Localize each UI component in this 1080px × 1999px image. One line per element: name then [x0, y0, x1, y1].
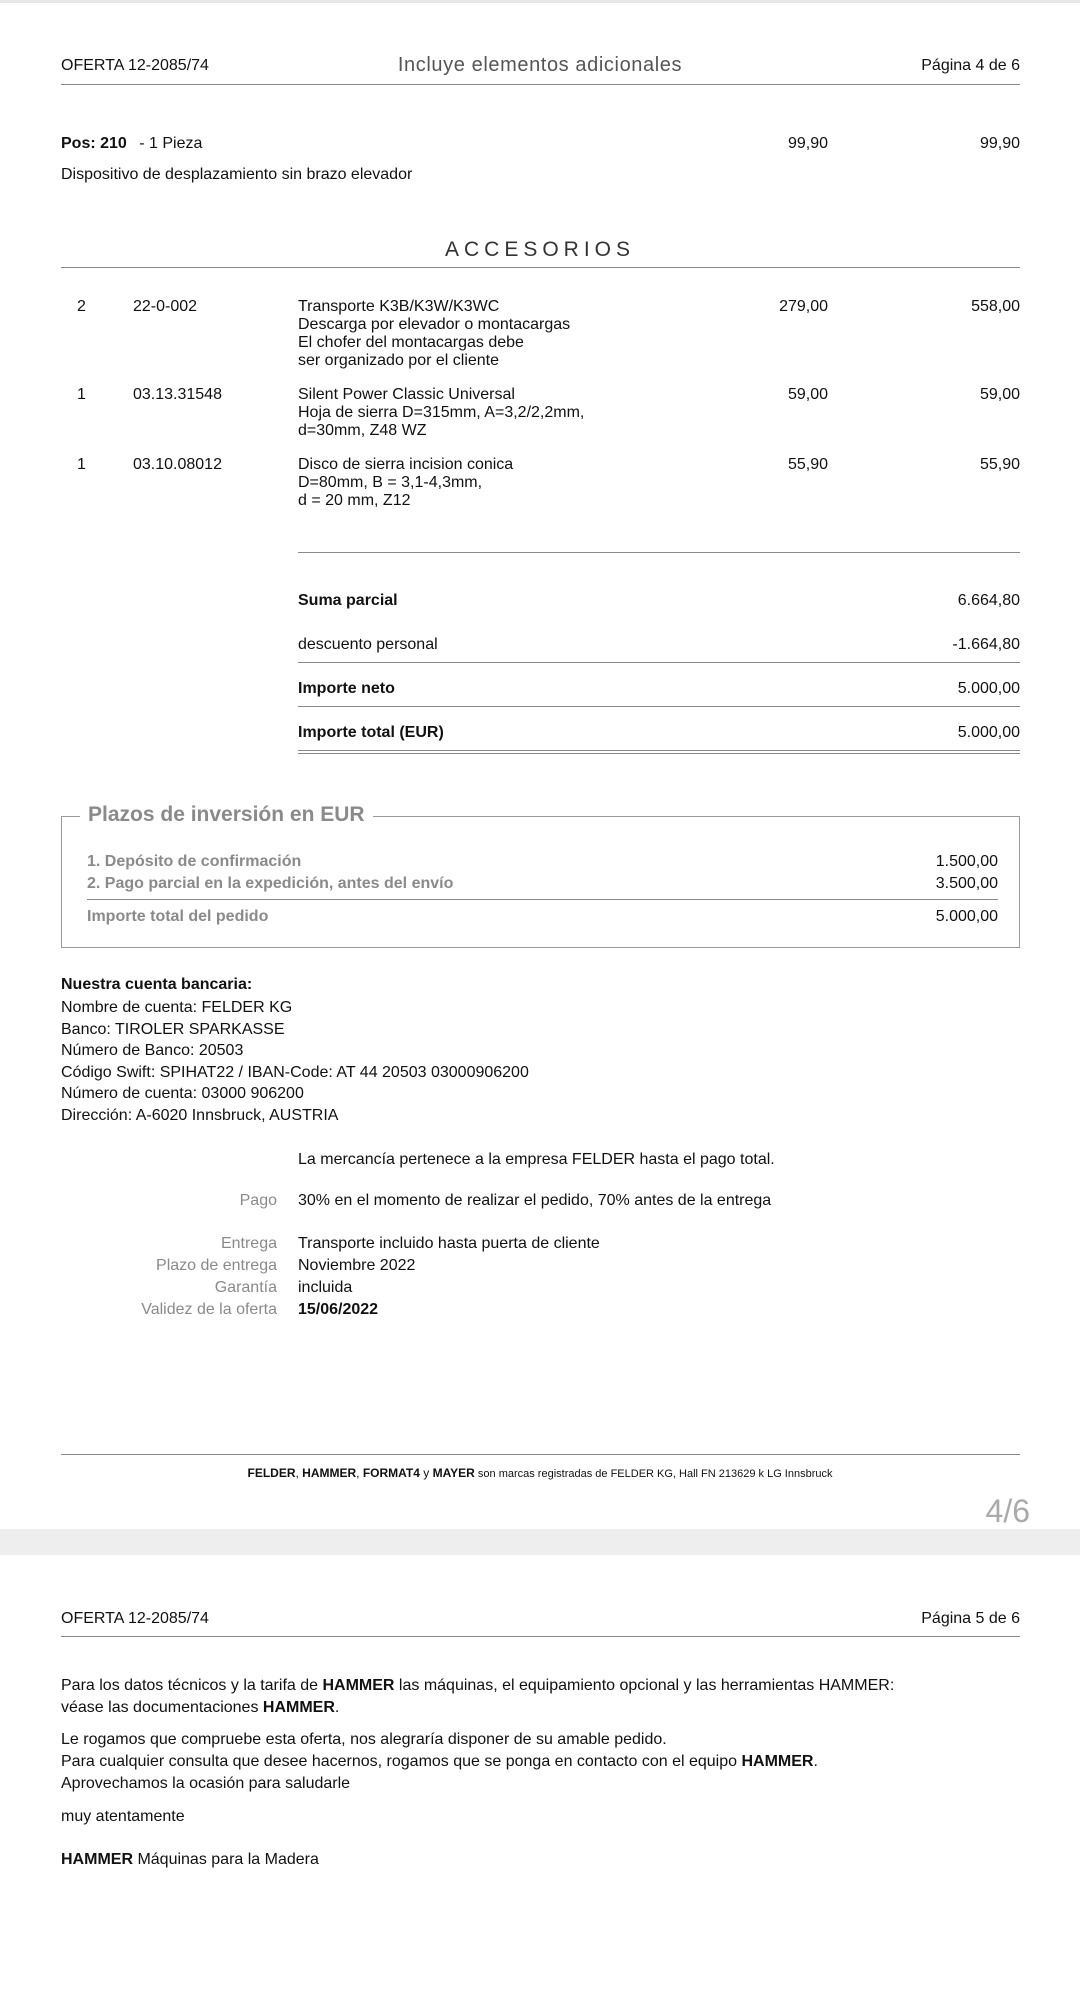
offer-number: OFERTA 12-2085/74 [61, 1610, 209, 1627]
page-separator [0, 1529, 1080, 1555]
item-description-line: ser organizado por el cliente [298, 352, 500, 369]
total-double-divider-2 [298, 753, 1020, 754]
position-quantity: - 1 Pieza [139, 135, 203, 152]
validity-value: 15/06/2022 [298, 1301, 379, 1318]
item-description-line: d = 20 mm, Z12 [298, 492, 411, 509]
item-description [298, 386, 584, 440]
brand-hammer: HAMMER [262, 1699, 335, 1716]
bank-account-name: Nombre de cuenta: FELDER KG [61, 999, 293, 1016]
text-run: véase las documentaciones [61, 1699, 263, 1716]
item-code: 03.13.31548 [133, 386, 222, 403]
total-amount-value: 5.000,00 [957, 724, 1020, 741]
item-description-line: El chofer del montacargas debe [298, 334, 524, 351]
footer-separator: , [356, 1466, 363, 1480]
bank-title: Nuestra cuenta bancaria: [61, 976, 253, 993]
brand-felder: FELDER [247, 1466, 296, 1480]
item-description-line: Hoja de sierra D=315mm, A=3,2/2,2mm, [298, 404, 585, 421]
investment-row-label: 2. Pago parcial en la expedición, antes del envío [87, 875, 454, 892]
brand-hammer: HAMMER [322, 1677, 395, 1694]
text-run: las máquinas, el equipamiento opcional y las herramientas HAMMER: [394, 1677, 895, 1694]
brand-format4: FORMAT4 [362, 1466, 420, 1480]
item-quantity: 1 [77, 456, 86, 473]
position-total: 99,90 [979, 135, 1020, 152]
item-unit-price: 59,00 [787, 386, 828, 403]
item-quantity: 2 [77, 298, 86, 315]
bank-account-number: Número de cuenta: 03000 906200 [61, 1085, 304, 1103]
item-description-line: Silent Power Classic Universal [298, 386, 515, 403]
items-end-divider [298, 552, 1020, 553]
header-center-note: Incluye elementos adicionales [397, 54, 683, 76]
technical-data-paragraph-line [61, 1698, 339, 1717]
offer-number: OFERTA 12-2085/74 [61, 57, 209, 74]
subtotal-label: Suma parcial [298, 592, 398, 609]
delivery-term-value: Noviembre 2022 [298, 1257, 416, 1274]
payment-label: Pago [239, 1192, 277, 1209]
header-divider [61, 1636, 1020, 1637]
position-unit-price: 99,90 [787, 135, 828, 152]
bank-name: Banco: TIROLER SPARKASSE [61, 1020, 285, 1038]
total-double-divider-1 [298, 750, 1020, 751]
item-description-line: Transporte K3B/K3W/K3WC [298, 298, 500, 315]
brand-hammer: HAMMER [741, 1753, 814, 1770]
item-quantity: 1 [77, 386, 86, 403]
payment-value: 30% en el momento de realizar el pedido, 70% antes de la entrega [298, 1192, 772, 1209]
item-description-line: Disco de sierra incision conica [298, 456, 514, 473]
trademark-text: son marcas registradas de FELDER KG, Hall FN 213629 k LG Innsbruck [474, 1468, 833, 1480]
brand-hammer: HAMMER [61, 1851, 133, 1868]
investment-row-value: 1.500,00 [935, 853, 998, 870]
discount-label: descuento personal [298, 636, 438, 653]
bank-swift-iban: Código Swift: SPIHAT22 / IBAN-Code: AT 44 20503 03000906200 [61, 1063, 529, 1081]
position-description: Dispositivo de desplazamiento sin brazo elevador [61, 166, 413, 183]
discount-divider [298, 662, 1020, 663]
discount-value: -1.664,80 [952, 636, 1020, 653]
ownership-note: La mercancía pertenece a la empresa FELDER hasta el pago total. [298, 1151, 775, 1168]
item-description [298, 298, 570, 370]
position-label: Pos: 210 [61, 135, 127, 152]
validity-label: Validez de la oferta [141, 1301, 277, 1318]
item-code: 22-0-002 [133, 298, 198, 315]
total-amount-label: Importe total (EUR) [298, 724, 444, 741]
delivery-term-label: Plazo de entrega [156, 1257, 277, 1274]
document-page-4 [0, 3, 1080, 1529]
text-run: Para los datos técnicos y la tarifa de [61, 1677, 323, 1694]
document-page-5 [0, 1555, 1080, 1999]
brand-hammer: HAMMER [302, 1466, 357, 1480]
item-unit-price: 55,90 [787, 456, 828, 473]
warranty-label: Garantía [214, 1279, 277, 1296]
bank-details [61, 997, 529, 1127]
item-total: 558,00 [971, 298, 1020, 315]
item-code: 03.10.08012 [133, 456, 222, 473]
investment-divider [87, 899, 998, 900]
page-number: Página 4 de 6 [921, 57, 1020, 74]
item-description-line: D=80mm, B = 3,1-4,3mm, [298, 474, 483, 491]
warranty-value: incluida [298, 1279, 353, 1296]
accessories-divider [61, 267, 1020, 268]
investment-title: Plazos de inversión en EUR [80, 802, 373, 828]
closing-paragraph-line: Aprovechamos la ocasión para saludarle [61, 1775, 351, 1792]
investment-total-value: 5.000,00 [935, 908, 998, 925]
text-run: . [813, 1753, 818, 1770]
technical-data-paragraph-line [61, 1676, 894, 1695]
net-amount-label: Importe neto [298, 680, 395, 697]
item-description-line: d=30mm, Z48 WZ [298, 422, 427, 439]
signature-text: Máquinas para la Madera [133, 1851, 319, 1868]
subtotal-value: 6.664,80 [957, 592, 1020, 609]
trademark-footer [0, 1465, 1080, 1482]
text-run: Para cualquier consulta que desee hacernos, rogamos que se ponga en contacto con el equipo [61, 1753, 742, 1770]
investment-row-label: 1. Depósito de confirmación [87, 853, 302, 870]
item-description [298, 456, 513, 510]
item-total: 59,00 [979, 386, 1020, 403]
brand-mayer: MAYER [432, 1466, 475, 1480]
delivery-label: Entrega [220, 1235, 277, 1252]
net-amount-value: 5.000,00 [957, 680, 1020, 697]
item-total: 55,90 [979, 456, 1020, 473]
footer-separator: , [295, 1466, 303, 1480]
text-run: . [334, 1699, 340, 1716]
salutation: muy atentamente [61, 1808, 185, 1825]
header-divider [61, 84, 1020, 85]
signature [61, 1850, 319, 1869]
delivery-value: Transporte incluido hasta puerta de cliente [298, 1235, 600, 1252]
net-divider [298, 706, 1020, 707]
page-counter: 4/6 [985, 1493, 1030, 1529]
footer-divider [61, 1454, 1020, 1455]
footer-separator: y [419, 1466, 433, 1480]
closing-paragraph-line: Le rogamos que compruebe esta oferta, nos alegraría disponer de su amable pedido. [61, 1731, 667, 1748]
item-unit-price: 279,00 [779, 298, 828, 315]
bank-address: Dirección: A-6020 Innsbruck, AUSTRIA [61, 1106, 339, 1124]
bank-number: Número de Banco: 20503 [61, 1042, 244, 1060]
item-description-line: Descarga por elevador o montacargas [298, 316, 571, 333]
position-row [61, 134, 202, 153]
closing-paragraph-line [61, 1752, 818, 1771]
investment-total-label: Importe total del pedido [87, 908, 269, 925]
page-number: Página 5 de 6 [921, 1610, 1020, 1627]
investment-row-value: 3.500,00 [935, 875, 998, 892]
accessories-title: ACCESORIOS [444, 238, 636, 261]
